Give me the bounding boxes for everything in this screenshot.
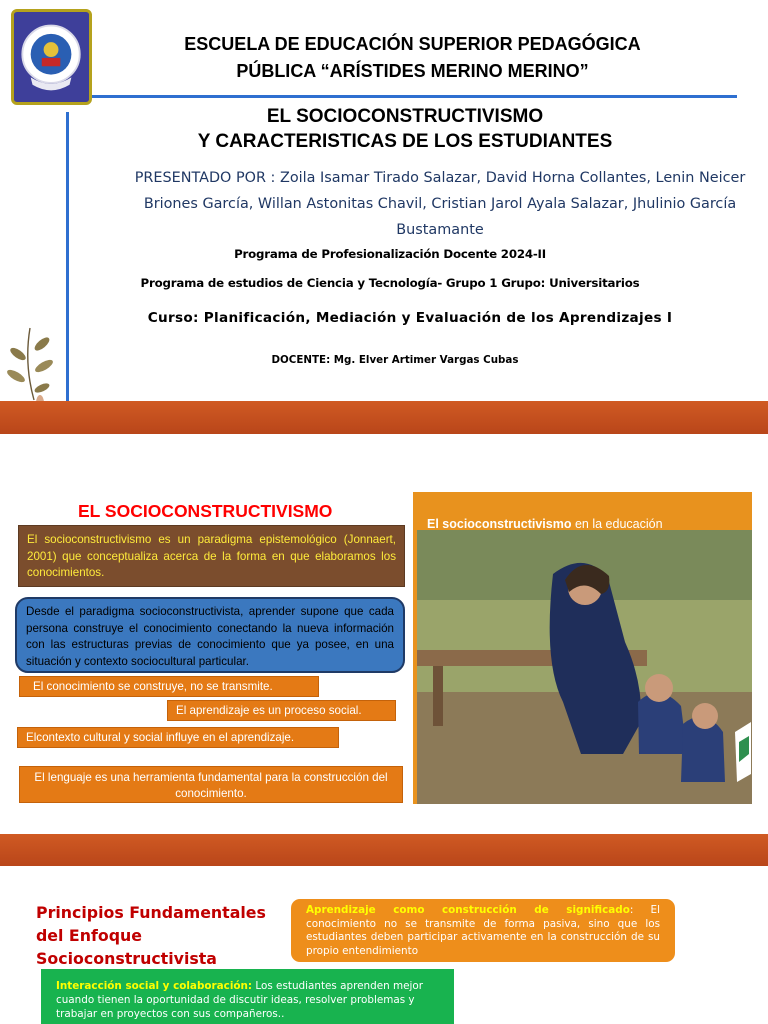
title-line1: EL SOCIOCONSTRUCTIVISMO [266,106,544,127]
principles-slide [0,866,768,1024]
point-context: Elcontexto cultural y social influye en el aprendizaje. [17,727,339,748]
divider-band [0,834,768,866]
study-program: Programa de estudios de Ciencia y Tecnología- Grupo 1 Grupo: Universitarios [140,276,640,290]
concept-slide [0,434,768,834]
program-name: Programa de Profesionalización Docente 2024-II [234,247,546,261]
principle-text: : El conocimiento no se transmite de forma pasiva, sino que los estudiantes deben participar activamente en la construcción de su propio entendimiento [306,904,660,957]
classroom-photo [413,492,752,804]
school-crest-icon [11,9,92,105]
side-divider [66,112,69,435]
principle-interaction-box [41,969,454,1024]
section-title: Principios Fundamentales del Enfoque Socioconstructivista [36,903,266,968]
principle-heading: Interacción social y colaboración: [56,980,253,992]
authors: PRESENTADO POR : Zoila Isamar Tirado Salazar, David Horna Collantes, Lenin Neicer Briones García, Willan Astonitas Chavil, Cristian Jarol Ayala Salazar, Jhulinio García Bustamante [134,170,746,238]
photo-caption-rest: en la educación [571,517,663,531]
school-name [130,31,695,85]
definition-box: El socioconstructivismo es un paradigma epistemológico (Jonnaert, 2001) que conceptualiza acerca de la forma en que elaboramos los conocimientos. [18,525,405,587]
course-name: Curso: Planificación, Mediación y Evaluación de los Aprendizajes I [147,310,673,326]
paradigm-box: Desde el paradigma socioconstructivista, aprender supone que cada persona construye el conocimiento conectando la nueva información con las estructuras previas de conocimiento que ya posee, en una situación y contexto sociocultural particular. [15,597,405,673]
point-language: El lenguaje es una herramienta fundamental para la construcción del conocimiento. [19,766,403,803]
page-title [130,104,680,154]
school-name-line1: ESCUELA DE EDUCACIÓN SUPERIOR PEDAGÓGICA [184,34,641,54]
header-divider [92,95,737,98]
section-title: EL SOCIOCONSTRUCTIVISMO [78,501,333,521]
divider-band [0,401,768,434]
principle-text: Los estudiantes aprenden mejor cuando tienen la oportunidad de discutir ideas, resolver problemas y trabajar en proyectos con sus compañeros.. [56,980,424,1020]
teacher-name: DOCENTE: Mg. Elver Artimer Vargas Cubas [271,354,519,366]
photo-caption-bold: El socioconstructivismo [427,517,572,531]
school-name-line2: PÚBLICA “ARÍSTIDES MERINO MERINO” [236,61,589,81]
photo-caption [427,517,663,531]
point-knowledge: El conocimiento se construye, no se transmite. [19,676,319,697]
principle-meaning-box [291,899,675,962]
principle-heading: Aprendizaje como construcción de significado [306,904,630,916]
cover-slide [0,0,768,434]
point-social: El aprendizaje es un proceso social. [167,700,396,721]
title-line2: Y CARACTERISTICAS DE LOS ESTUDIANTES [197,131,613,152]
